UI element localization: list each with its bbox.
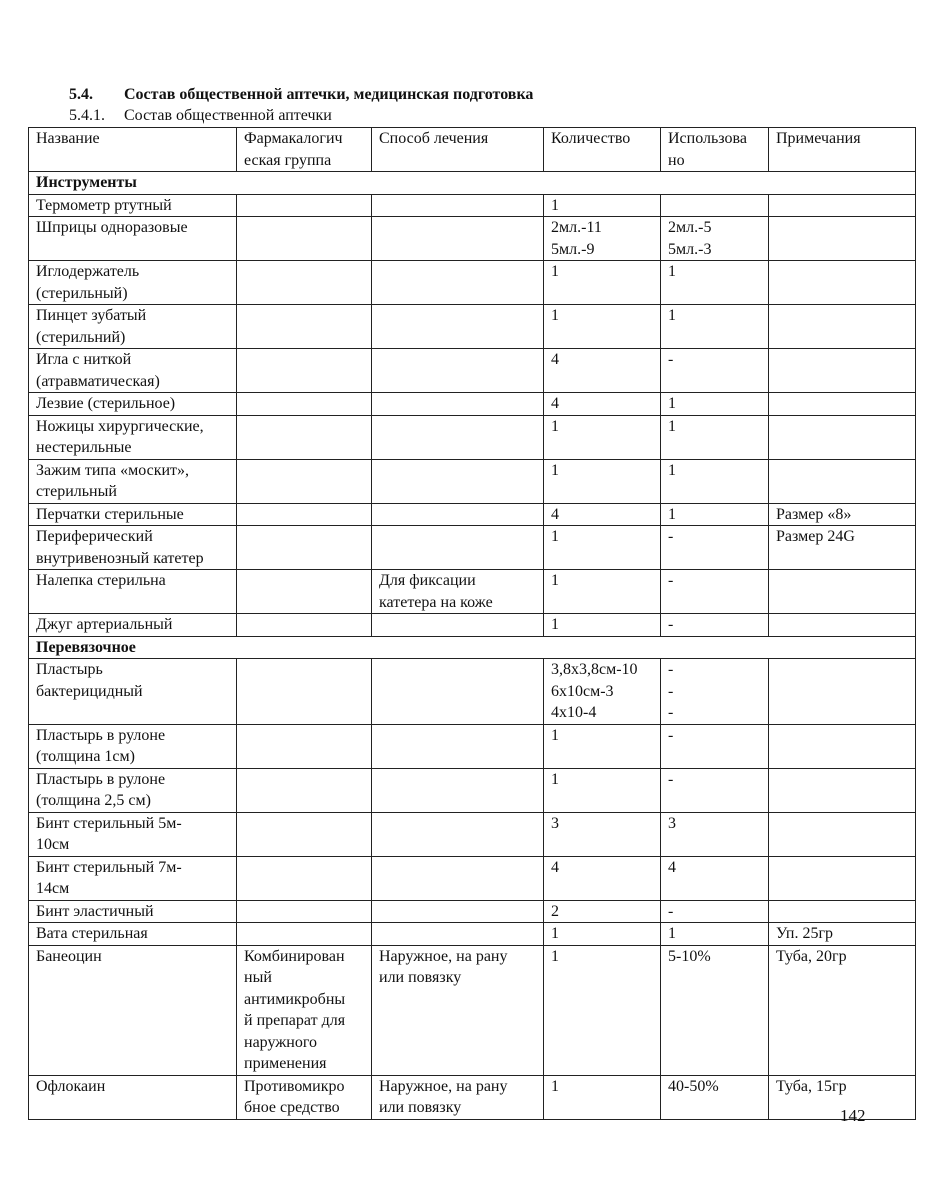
table-cell [372, 724, 544, 768]
table-cell [769, 900, 916, 923]
table-cell: 1 [661, 393, 769, 416]
table-cell: Бинт стерильный 7м- 14см [29, 856, 237, 900]
table-row [29, 217, 916, 261]
table-cell [372, 194, 544, 217]
table-cell: Пинцет зубатый (стерильний) [29, 305, 237, 349]
table-cell [372, 526, 544, 570]
table-cell: 1 [661, 923, 769, 946]
table-cell: 4 [544, 349, 661, 393]
table-cell: Периферический внутривенозный катетер [29, 526, 237, 570]
table-row [29, 305, 916, 349]
table-cell: 1 [661, 415, 769, 459]
first-aid-kit-table [28, 127, 916, 1120]
table-cell: 1 [661, 503, 769, 526]
table-cell: Зажим типа «москит», стерильный [29, 459, 237, 503]
table-cell: 1 [544, 1075, 661, 1119]
table-cell: Размер 24G [769, 526, 916, 570]
table-cell: Банеоцин [29, 945, 237, 1075]
table-cell: 1 [544, 570, 661, 614]
table-cell [372, 812, 544, 856]
table-cell: 2 [544, 900, 661, 923]
table-row [29, 768, 916, 812]
column-header: Фармакалогич еская группа [237, 128, 372, 172]
section-heading [69, 86, 533, 104]
table-cell: 1 [544, 459, 661, 503]
column-header: Способ лечения [372, 128, 544, 172]
table-cell: 4 [544, 393, 661, 416]
page-number: 142 [840, 1106, 866, 1125]
table-cell [237, 659, 372, 725]
table-cell [372, 217, 544, 261]
table-cell: Ножицы хирургические, нестерильные [29, 415, 237, 459]
section-title: Перевязочное [29, 636, 916, 659]
table-cell: Туба, 15гр [769, 1075, 916, 1119]
table-cell [237, 768, 372, 812]
table-cell: 1 [544, 415, 661, 459]
table-cell: 3,8x3,8см-10 6x10см-3 4x10-4 [544, 659, 661, 725]
table-row [29, 923, 916, 946]
table-cell [769, 856, 916, 900]
table-cell [372, 415, 544, 459]
subsection-title: Состав общественной аптечки [124, 107, 332, 124]
table-cell [372, 503, 544, 526]
table-cell: 5-10% [661, 945, 769, 1075]
table-cell: Пластырь бактерицидный [29, 659, 237, 725]
table-cell: Вата стерильная [29, 923, 237, 946]
table-cell [769, 570, 916, 614]
table-row [29, 856, 916, 900]
table-cell: 2мл.-11 5мл.-9 [544, 217, 661, 261]
table-section-row [29, 172, 916, 195]
table-cell [769, 659, 916, 725]
table-row [29, 614, 916, 637]
table-cell [237, 923, 372, 946]
table-cell [237, 393, 372, 416]
table-row [29, 194, 916, 217]
table-cell [372, 261, 544, 305]
column-header: Количество [544, 128, 661, 172]
table-cell: Наружное, на рану или повязку [372, 945, 544, 1075]
subsection-number: 5.4.1. [69, 107, 105, 124]
section-title: Состав общественной аптечки, медицинская подготовка [124, 86, 534, 103]
table-cell: Пластырь в рулоне (толщина 1см) [29, 724, 237, 768]
table-cell [237, 900, 372, 923]
table-cell: Игла с ниткой (атравматическая) [29, 349, 237, 393]
table-row [29, 261, 916, 305]
table-cell [237, 305, 372, 349]
column-header: Использова но [661, 128, 769, 172]
table-cell: 1 [661, 261, 769, 305]
table-cell [237, 570, 372, 614]
table-row [29, 1075, 916, 1119]
table-row [29, 503, 916, 526]
table-cell: Бинт стерильный 5м- 10см [29, 812, 237, 856]
table-cell [661, 194, 769, 217]
table-cell: Уп. 25гр [769, 923, 916, 946]
table-cell: Иглодержатель (стерильный) [29, 261, 237, 305]
table-cell [372, 923, 544, 946]
table-cell: Перчатки стерильные [29, 503, 237, 526]
table-cell [372, 305, 544, 349]
table-cell [769, 459, 916, 503]
table-cell: Комбинирован ный антимикробны й препарат для наружного применения [237, 945, 372, 1075]
table-cell: Термометр ртутный [29, 194, 237, 217]
table-cell: Наружное, на рану или повязку [372, 1075, 544, 1119]
table-row [29, 812, 916, 856]
table-cell: 3 [544, 812, 661, 856]
table-cell [372, 768, 544, 812]
table-cell [769, 217, 916, 261]
table-row [29, 459, 916, 503]
table-section-row [29, 636, 916, 659]
column-header: Примечания [769, 128, 916, 172]
table-row [29, 393, 916, 416]
table-cell: - - - [661, 659, 769, 725]
table-cell: - [661, 724, 769, 768]
table-cell [769, 812, 916, 856]
table-cell [372, 659, 544, 725]
table-cell: 4 [544, 856, 661, 900]
table-cell: Джуг артериальный [29, 614, 237, 637]
table-cell: Размер «8» [769, 503, 916, 526]
table-cell [372, 614, 544, 637]
table-cell: - [661, 900, 769, 923]
table-cell [237, 724, 372, 768]
table-cell [769, 415, 916, 459]
table-cell: 1 [544, 923, 661, 946]
table-cell: Налепка стерильна [29, 570, 237, 614]
table-cell [237, 217, 372, 261]
table-cell [237, 856, 372, 900]
table-row [29, 570, 916, 614]
table-cell: 1 [544, 724, 661, 768]
table-cell: Шприцы одноразовые [29, 217, 237, 261]
table-cell: 1 [544, 305, 661, 349]
table-row [29, 415, 916, 459]
table-cell: 1 [661, 305, 769, 349]
table-cell: Для фиксации катетера на коже [372, 570, 544, 614]
table-cell: 3 [661, 812, 769, 856]
table-cell [769, 724, 916, 768]
table-cell: - [661, 614, 769, 637]
table-cell [372, 856, 544, 900]
table-cell [769, 393, 916, 416]
table-row [29, 724, 916, 768]
table-cell [237, 349, 372, 393]
table-cell: Туба, 20гр [769, 945, 916, 1075]
table-cell: 1 [544, 526, 661, 570]
table-cell: - [661, 526, 769, 570]
table-cell: - [661, 349, 769, 393]
table-cell [769, 194, 916, 217]
subsection-heading [69, 107, 332, 125]
table-cell: Бинт эластичный [29, 900, 237, 923]
table-cell [237, 261, 372, 305]
table-cell [372, 349, 544, 393]
table-cell [769, 768, 916, 812]
table-header-row [29, 128, 916, 172]
table-cell: 1 [544, 768, 661, 812]
table-cell [237, 503, 372, 526]
table-cell [372, 393, 544, 416]
table-cell [769, 614, 916, 637]
table-cell: 40-50% [661, 1075, 769, 1119]
section-title: Инструменты [29, 172, 916, 195]
table-cell [372, 459, 544, 503]
table-cell [769, 305, 916, 349]
table-cell [372, 900, 544, 923]
table-cell [237, 812, 372, 856]
table-cell [237, 194, 372, 217]
table-cell: 1 [544, 614, 661, 637]
table-row [29, 900, 916, 923]
table-row [29, 945, 916, 1075]
table-cell [237, 526, 372, 570]
column-header: Название [29, 128, 237, 172]
table-row [29, 349, 916, 393]
table-cell: 1 [544, 945, 661, 1075]
table-cell: Противомикро бное средство [237, 1075, 372, 1119]
table-cell: Офлокаин [29, 1075, 237, 1119]
table-cell: 1 [544, 261, 661, 305]
table-cell: 2мл.-5 5мл.-3 [661, 217, 769, 261]
table-body [29, 172, 916, 1120]
table-cell [237, 459, 372, 503]
table-cell [237, 614, 372, 637]
table-cell [769, 349, 916, 393]
table-cell: 1 [544, 194, 661, 217]
table-cell: 4 [661, 856, 769, 900]
table-cell: - [661, 570, 769, 614]
table-row [29, 526, 916, 570]
table-row [29, 659, 916, 725]
table-cell: 4 [544, 503, 661, 526]
table-cell: Лезвие (стерильное) [29, 393, 237, 416]
section-number: 5.4. [69, 86, 93, 103]
table-cell: - [661, 768, 769, 812]
table-cell: 1 [661, 459, 769, 503]
table-cell [769, 261, 916, 305]
table-cell [237, 415, 372, 459]
table-cell: Пластырь в рулоне (толщина 2,5 см) [29, 768, 237, 812]
